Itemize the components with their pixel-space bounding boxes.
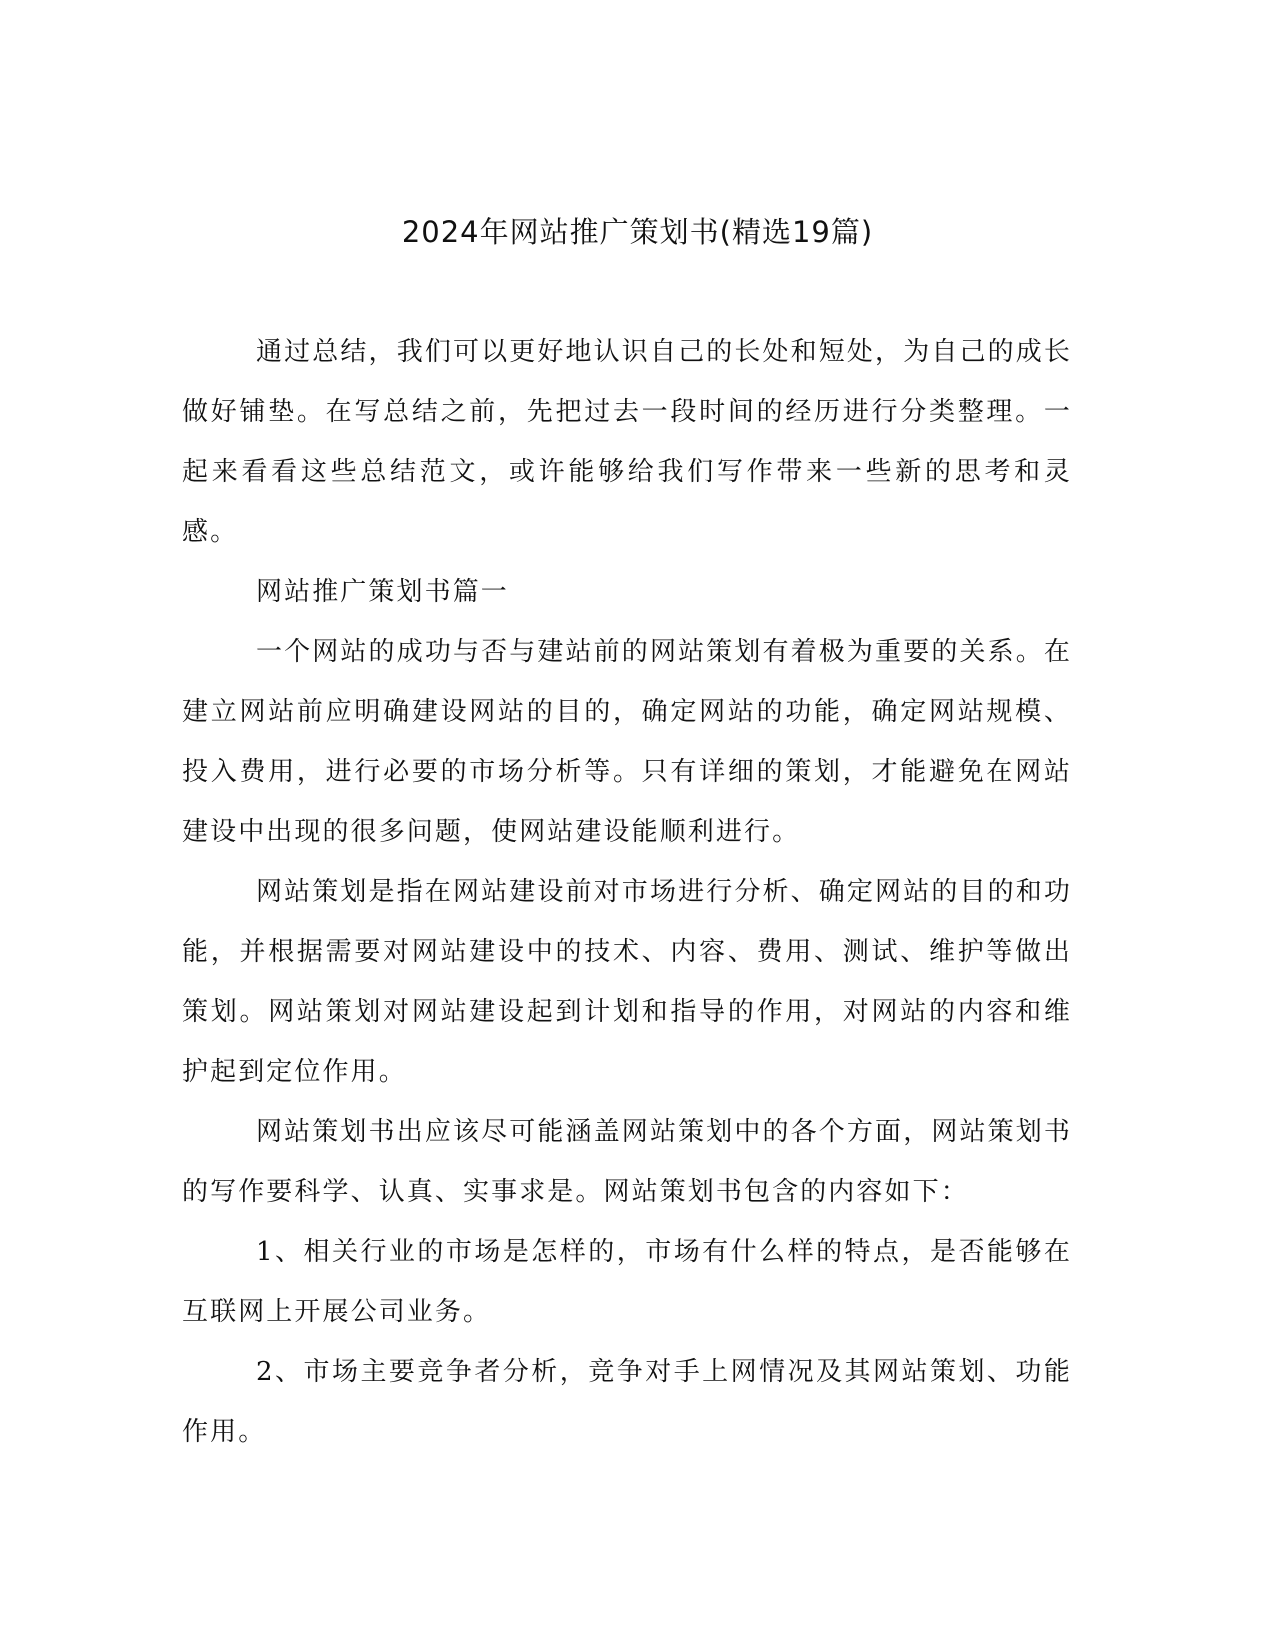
body-paragraph: 网站策划书出应该尽可能涵盖网站策划中的各个方面，网站策划书的写作要科学、认真、实事求是。网站策划书包含的内容如下： (182, 1117, 1072, 1207)
body-paragraph: 网站策划是指在网站建设前对市场进行分析、确定网站的目的和功能，并根据需要对网站建设中的技术、内容、费用、测试、维护等做出策划。网站策划对网站建设起到计划和指导的作用，对网站的内容和维护起到定位作用。 (182, 877, 1072, 1087)
document-body (182, 322, 1072, 1462)
document-title: 2024年网站推广策划书(精选19篇) (401, 215, 874, 249)
intro-paragraph: 通过总结，我们可以更好地认识自己的长处和短处，为自己的成长做好铺垫。在写总结之前，先把过去一段时间的经历进行分类整理。一起来看看这些总结范文，或许能够给我们写作带来一些新的思考和灵感。 (182, 337, 1072, 547)
section-heading: 网站推广策划书篇一 (256, 577, 509, 607)
body-paragraph: 一个网站的成功与否与建站前的网站策划有着极为重要的关系。在建立网站前应明确建设网站的目的，确定网站的功能，确定网站规模、投入费用，进行必要的市场分析等。只有详细的策划，才能避免在网站建设中出现的很多问题，使网站建设能顺利进行。 (182, 637, 1072, 847)
list-item: 1、相关行业的市场是怎样的，市场有什么样的特点，是否能够在互联网上开展公司业务。 (182, 1237, 1072, 1327)
list-item: 2、市场主要竞争者分析，竞争对手上网情况及其网站策划、功能作用。 (182, 1357, 1072, 1447)
